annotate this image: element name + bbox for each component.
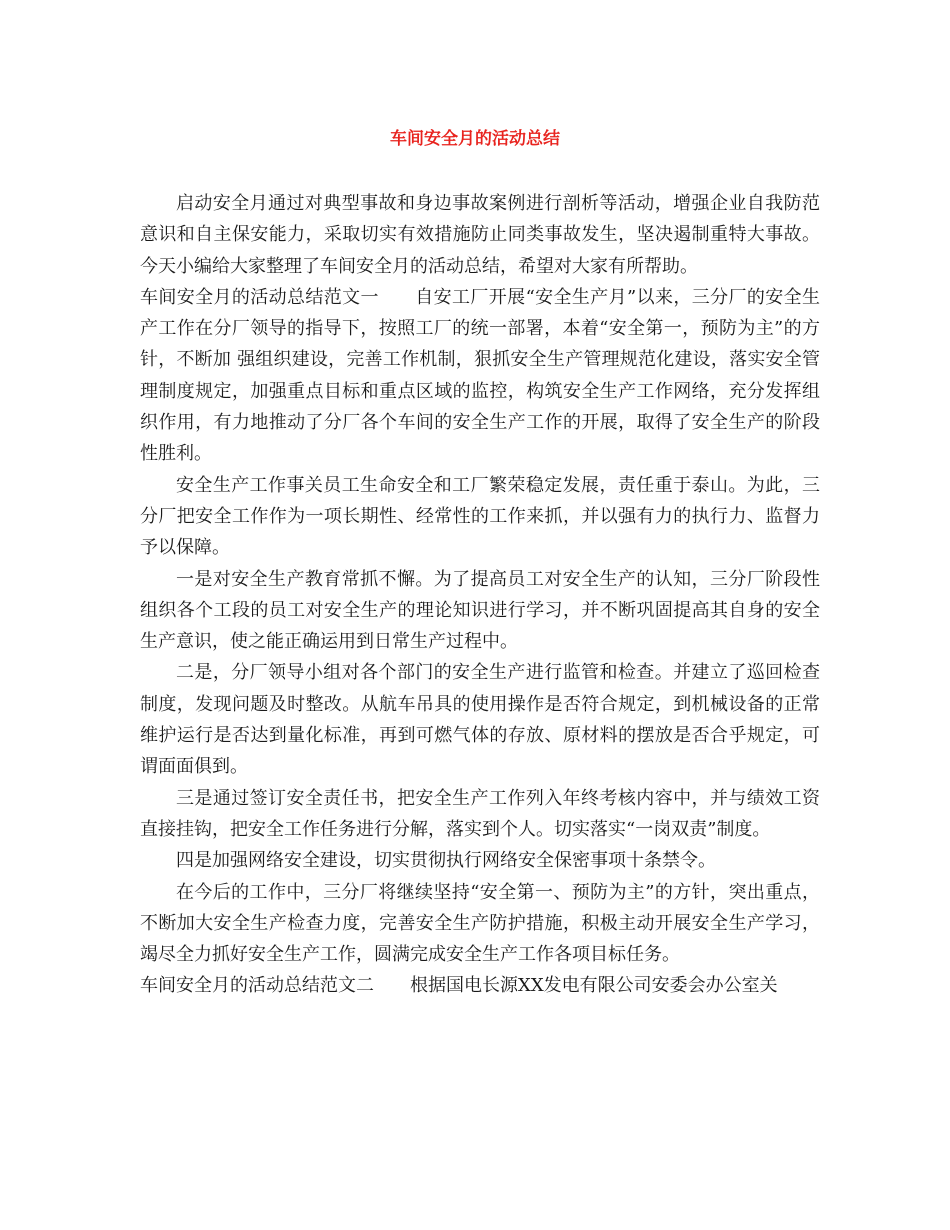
sample-one-paragraph <box>140 282 820 470</box>
section-heading-sample-one: 车间安全月的活动总结范文一 <box>140 286 379 308</box>
point-four-paragraph <box>140 845 820 876</box>
paragraph-text: 二是，分厂领导小组对各个部门的安全生产进行监管和检查。并建立了巡回检查制度，发现问题及时整改。从航车吊具的使用操作是否符合规定，到机械设备的正常维护运行是否达到量化标准，再到可燃气体的存放、原材料的摆放是否合乎规定，可谓面面俱到。 <box>140 662 820 778</box>
point-three-paragraph <box>140 783 820 846</box>
paragraph-text: 三是通过签订安全责任书，把安全生产工作列入年终考核内容中，并与绩效工资直接挂钩，把安全工作任务进行分解，落实到个人。切实落实“一岗双责”制度。 <box>140 787 820 840</box>
sample-two-paragraph <box>140 970 820 1001</box>
point-two-paragraph <box>140 657 820 782</box>
paragraph-text: 自安工厂开展“安全生产月”以来，三分厂的安全生产工作在分厂领导的指导下，按照工厂的统一部署，本着“安全第一，预防为主”的方针，不断加 强组织建设，完善工作机制，狠抓安全生产管理规范化建设，落实安全管理制度规定，加强重点目标和重点区域的监控，构筑安全生产工作网络，充分发挥组织作用，有力地推动了分厂各个车间的安全生产工作的开展，取得了安全生产的阶段性胜利。 <box>140 286 821 465</box>
paragraph-text: 一是对安全生产教育常抓不懈。为了提高员工对安全生产的认知，三分厂阶段性组织各个工段的员工对安全生产的理论知识进行学习，并不断巩固提高其自身的安全生产意识，使之能正确运用到日常生产过程中。 <box>140 568 820 653</box>
section-heading-sample-two: 车间安全月的活动总结范文二 <box>140 975 374 997</box>
paragraph-text: 启动安全月通过对典型事故和身边事故案例进行剖析等活动，增强企业自我防范意识和自主保安能力，采取切实有效措施防止同类事故发生，坚决遏制重特大事故。今天小编给大家整理了车间安全月的活动总结，希望对大家有所帮助。 <box>140 193 820 277</box>
future-paragraph <box>140 877 820 971</box>
document-title: 车间安全月的活动总结 <box>390 129 560 149</box>
paragraph-text: 在今后的工作中，三分厂将继续坚持“安全第一、预防为主”的方针，突出重点，不断加大安全生产检查力度，完善安全生产防护措施，积极主动开展安全生产学习，竭尽全力抓好安全生产工作，圆满完成安全生产工作各项目标任务。 <box>140 881 820 966</box>
document-body <box>140 188 820 1002</box>
paragraph-text: 安全生产工作事关员工生命安全和工厂繁荣稳定发展，责任重于泰山。为此，三分厂把安全工作作为一项长期性、经常性的工作来抓，并以强有力的执行力、监督力予以保障。 <box>140 474 820 559</box>
importance-paragraph <box>140 470 820 564</box>
point-one-paragraph <box>140 564 820 658</box>
paragraph-text: 根据国电长源XX发电有限公司安委会办公室关 <box>410 975 778 997</box>
paragraph-text: 四是加强网络安全建设，切实贯彻执行网络安全保密事项十条禁令。 <box>176 850 716 872</box>
intro-paragraph <box>140 188 820 282</box>
